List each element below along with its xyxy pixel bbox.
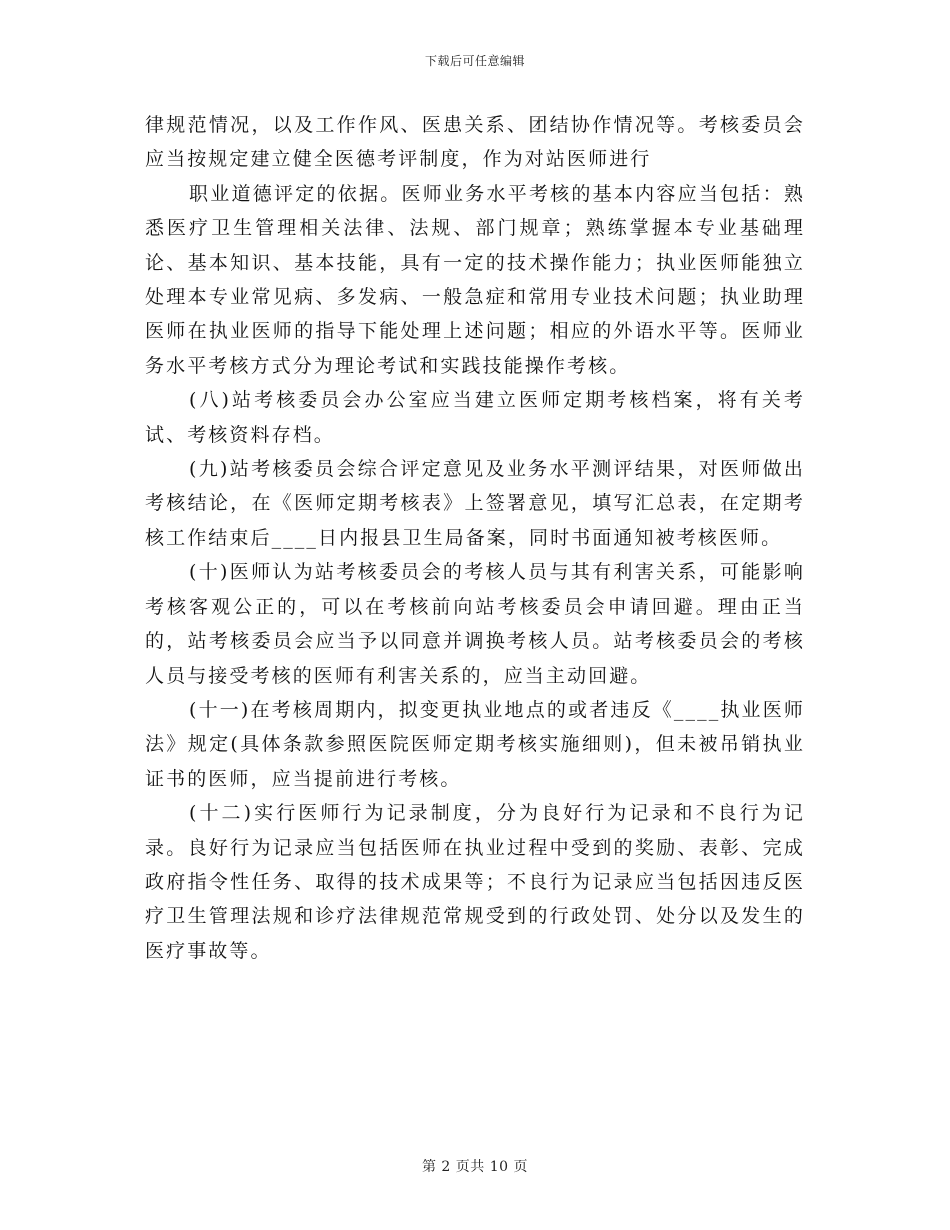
paragraph-item-12: (十二)实行医师行为记录制度，分为良好行为记录和不良行为记录。良好行为记录应当包括医师在执业过程中受到的奖励、表彰、完成政府指令性任务、取得的技术成果等；不良行为记录应当包括因违反医疗卫生管理法规和诊疗法律规范常规受到的行政处罚、处分以及发生的医疗事故等。 <box>145 802 805 962</box>
paragraph-item-8: (八)站考核委员会办公室应当建立医师定期考核档案，将有关考试、考核资料存档。 <box>145 389 805 446</box>
paragraph-item-9: (九)站考核委员会综合评定意见及业务水平测评结果，对医师做出考核结论，在《医师定期考核表》上签署意见，填写汇总表，在定期考核工作结束后____日内报县卫生局备案，同时书面通知被考核医师。 <box>145 458 805 549</box>
page-footer: 第 2 页共 10 页 <box>421 1159 529 1175</box>
paragraph-item-10: (十)医师认为站考核委员会的考核人员与其有利害关系，可能影响考核客观公正的，可以在考核前向站考核委员会申请回避。理由正当的，站考核委员会应当予以同意并调换考核人员。站考核委员会的考核人员与接受考核的医师有利害关系的，应当主动回避。 <box>145 561 805 687</box>
paragraph-continuation: 律规范情况，以及工作作风、医患关系、团结协作情况等。考核委员会应当按规定建立健全医德考评制度，作为对站医师进行 <box>145 114 805 171</box>
page-header: 下载后可任意编辑 <box>424 54 525 68</box>
paragraph-professional-ethics: 职业道德评定的依据。医师业务水平考核的基本内容应当包括：熟悉医疗卫生管理相关法律、法规、部门规章；熟练掌握本专业基础理论、基本知识、基本技能，具有一定的技术操作能力；执业医师能独立处理本专业常见病、多发病、一般急症和常用专业技术问题；执业助理医师在执业医师的指导下能处理上述问题；相应的外语水平等。医师业务水平考核方式分为理论考试和实践技能操作考核。 <box>145 182 805 377</box>
document-body <box>145 108 805 968</box>
paragraph-item-11: (十一)在考核周期内，拟变更执业地点的或者违反《____执业医师法》规定(具体条款参照医院医师定期考核实施细则)，但未被吊销执业证书的医师，应当提前进行考核。 <box>145 698 805 790</box>
